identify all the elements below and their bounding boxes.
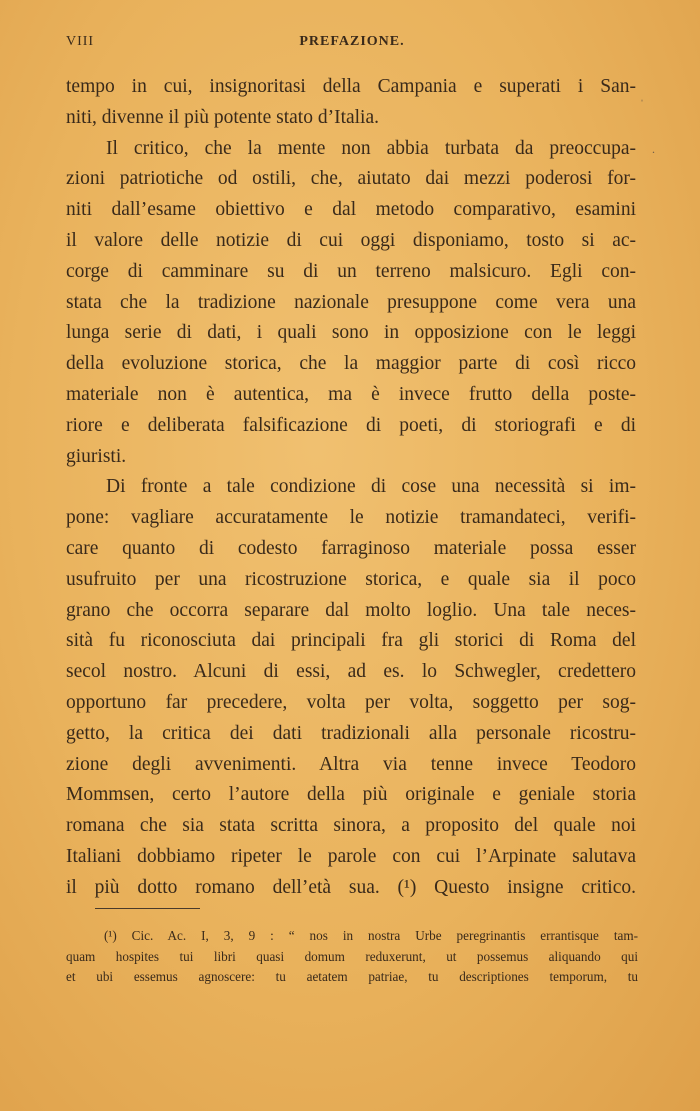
text-line: materiale non è autentica, ma è invece frutto della poste-	[66, 383, 636, 405]
text-line: Mommsen, certo l’autore della più originale e geniale storia	[66, 784, 636, 806]
text-line: lunga serie di dati, i quali sono in opposizione con le leggi	[66, 322, 636, 344]
text-line: corge di camminare su di un terreno malsicuro. Egli con-	[66, 260, 636, 282]
text-line: getto, la critica dei dati tradizionali alla personale ricostru-	[66, 722, 636, 744]
text-line: grano che occorra separare dal molto loglio. Una tale neces-	[66, 599, 636, 621]
stray-mark-2: .	[652, 142, 655, 156]
text-line: niti, divenne il più potente stato d’Italia.	[66, 106, 380, 128]
page-number: VIII	[66, 34, 95, 49]
page-header	[66, 34, 638, 54]
text-line: pone: vagliare accuratamente le notizie tramandateci, verifi-	[66, 507, 636, 529]
footnotes	[66, 926, 638, 988]
text-line: il valore delle notizie di cui oggi disponiamo, tosto si ac-	[66, 229, 636, 251]
text-line: della evoluzione storica, che la maggior parte di così ricco	[66, 353, 636, 375]
text-line: opportuno far precedere, volta per volta, soggetto per sog-	[66, 691, 636, 713]
text-line: secol nostro. Alcuni di essi, ad es. lo Schwegler, credettero	[66, 661, 636, 683]
text-line: Di fronte a tale condizione di cose una necessità si im-	[106, 476, 636, 498]
text-line: zione degli avvenimenti. Altra via tenne invece Teodoro	[66, 753, 636, 775]
text-line: il più dotto romano dell’età sua. (¹) Questo insigne critico.	[66, 876, 636, 898]
text-line: tempo in cui, insignoritasi della Campania e superati i San-	[66, 76, 636, 97]
text-line: Il critico, che la mente non abbia turbata da preoccupa-	[106, 137, 636, 159]
text-line: niti dall’esame obiettivo e dal metodo comparativo, esamini	[66, 199, 636, 221]
footnote-separator	[95, 908, 200, 909]
text-line: Italiani dobbiamo ripeter le parole con cui l’Arpinate salutava	[66, 845, 636, 867]
text-line: riore e deliberata falsificazione di poeti, di storiografi e di	[66, 414, 636, 436]
footnote-line: et ubi essemus agnoscere: tu aetatem patriae, tu descriptiones temporum, tu	[66, 969, 638, 984]
footnote-line: (¹) Cic. Ac. I, 3, 9 : “ nos in nostra Urbe peregrinantis errantisque tam-	[104, 928, 638, 943]
stray-mark-1: ˌ	[640, 88, 644, 102]
running-title: PREFAZIONE.	[299, 34, 405, 49]
text-line: romana che sia stata scritta sinora, a proposito del quale noi	[66, 815, 636, 837]
text-line: stata che la tradizione nazionale presuppone come vera una	[66, 291, 636, 313]
footnote-line: quam hospites tui libri quasi domum reduxerunt, ut possemus aliquando qui	[66, 948, 638, 964]
body-text	[66, 72, 636, 904]
text-line: usufruito per una ricostruzione storica, e quale sia il poco	[66, 568, 636, 590]
text-line: zioni patriotiche od ostili, che, aiutato dai mezzi poderosi for-	[66, 168, 636, 190]
text-line: care quanto di codesto farraginoso materiale possa esser	[66, 537, 636, 559]
text-line: sità fu riconosciuta dai principali fra gli storici di Roma del	[66, 630, 636, 652]
text-line: giuristi.	[66, 445, 127, 467]
